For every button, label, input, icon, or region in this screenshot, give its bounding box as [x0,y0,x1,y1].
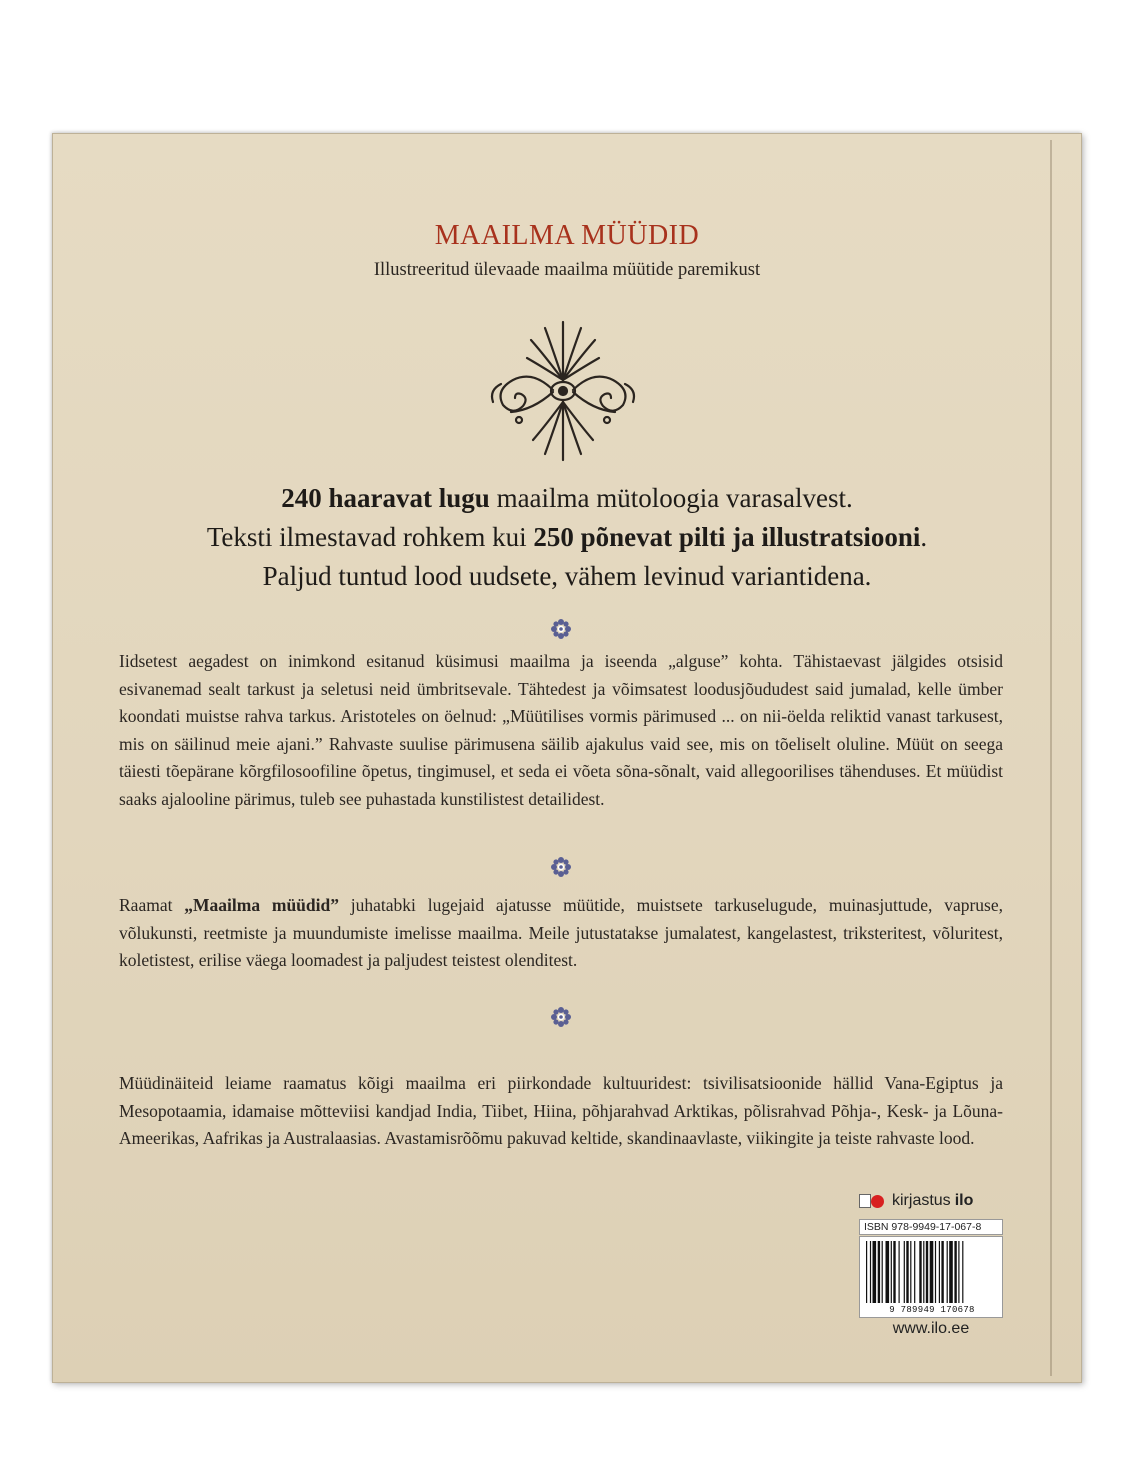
barcode-bar [939,1241,940,1303]
paragraph-book [119,892,1003,975]
barcode-bar [930,1241,934,1303]
publisher-logo [859,1192,973,1210]
barcode-bar [899,1241,900,1303]
publisher-name: ilo [954,1192,974,1209]
paragraph-cultures: Müüdinäiteid leiame raamatus kõigi maailma eri piirkondade kultuuridest: tsivilisatsioonide hällid Vana-Egiptus ja Mesopotaamia, idamaise mõtteviisi kandjad India, Tiibet, Hiina, põhjarahvad Arktikas, põlisrahvad Põhja-, Kesk- ja Lõuna-Ameerikas, Aafrikas ja Australaasias. Avastamisrõõmu pakuvad keltide, skandinaavlaste, viikingite ja teiste rahvaste lood. [119,1073,1003,1148]
publisher-logo-icon [859,1194,871,1208]
barcode-bar [949,1241,953,1303]
barcode-bar [941,1241,943,1303]
paragraph-intro: Iidsetest aegadest on inimkond esitanud küsimusi maailma ja iseenda „alguse” kohta. Tähistaevast jälgides otsisid esivanemad sealt tarkust ja seletusi neid ümbritsevale. Tähtedest ja võimsatest loodusjõududest said jumalad, kelle ümber koondati muistse rahva tarkus. Aristoteles on öelnud: „Müütilises vormis pärimused ... on nii-öelda reliktid vanast tarkusest, mis on säilinud meie ajani.” Rahvaste suulise pärimusena säilib ajakulus vaid see, mis on tõeliselt oluline. Müüt on seega täiesti tõepärane kõrgfilosoofiline õpetus, tingimusel, et seda ei võeta sõna-sõnalt, vaid allegoorilises tähenduses. Et müüdist saaks ajalooline pärimus, tuleb see puhastada kunstilistest detailidest. [119,651,1003,809]
book-back-cover [52,133,1082,1383]
paragraph-book-rest: juhatabki lugejaid ajatusse müütide, muistsete tarkuselugude, muinasjuttude, vapruse, võlukunsti, reetmiste ja muundumiste imelisse maailma. Meile jutustatakse jumalatest, kangelastest, triksteritest, võluritest, koletistest, erilise väega loomadest ja paljudest teistest olenditest. [119,895,1003,970]
barcode-bar [954,1241,956,1303]
rosette-icon [550,1006,572,1028]
barcode-bars [864,1241,1000,1303]
barcode-bar [906,1241,908,1303]
barcode-bar [958,1241,959,1303]
lead-line-1-bold: 240 haaravat lugu [281,483,490,513]
barcode-bar [919,1241,921,1303]
barcode-bar [882,1241,883,1303]
book-title: MAAILMA MÜÜDID [434,220,700,251]
barcode [859,1236,1003,1318]
publisher-prefix: kirjastus [892,1192,951,1209]
lead-line-1-rest: maailma mütoloogia varasalvest. [489,483,853,513]
barcode-bar [947,1241,948,1303]
barcode-bar [926,1241,928,1303]
book-subtitle: Illustreeritud ülevaade maailma müütide paremikust [373,260,761,280]
isbn-label: ISBN 978-9949-17-067-8 [859,1219,1003,1235]
barcode-bar [866,1241,867,1303]
paragraph-book-title: „Maailma müüdid” [184,895,339,915]
barcode-bar [891,1241,892,1303]
lead-text [53,479,1081,596]
rosette-icon [550,618,572,640]
barcode-bar [910,1241,911,1303]
rosette-icon [550,856,572,878]
barcode-bar [904,1241,905,1303]
lead-line-2-start: Teksti ilmestavad rohkem kui [206,522,534,552]
publisher-dot-icon [871,1195,884,1208]
publisher-website: www.ilo.ee [892,1320,970,1337]
spine-hinge [1050,140,1052,1376]
barcode-bar [914,1241,915,1303]
lead-line-2 [53,518,1081,557]
barcode-bar [878,1241,880,1303]
barcode-bar [923,1241,924,1303]
lead-line-3: Paljud tuntud lood uudsete, vähem levinud variantidena. [262,561,872,591]
lead-line-2-bold: 250 põnevat pilti ja illustratsiooni [533,522,921,552]
paragraph-book-start: Raamat [119,895,185,915]
palmette-ornament-icon [483,310,643,470]
barcode-bar [886,1241,890,1303]
barcode-bar [935,1241,936,1303]
barcode-bar [962,1241,963,1303]
barcode-digits: 9 789949 170678 [889,1305,975,1315]
barcode-bar [873,1241,877,1303]
lead-line-2-end: . [920,522,928,552]
barcode-bar [870,1241,871,1303]
barcode-bar [893,1241,895,1303]
lead-line-1 [53,479,1081,518]
